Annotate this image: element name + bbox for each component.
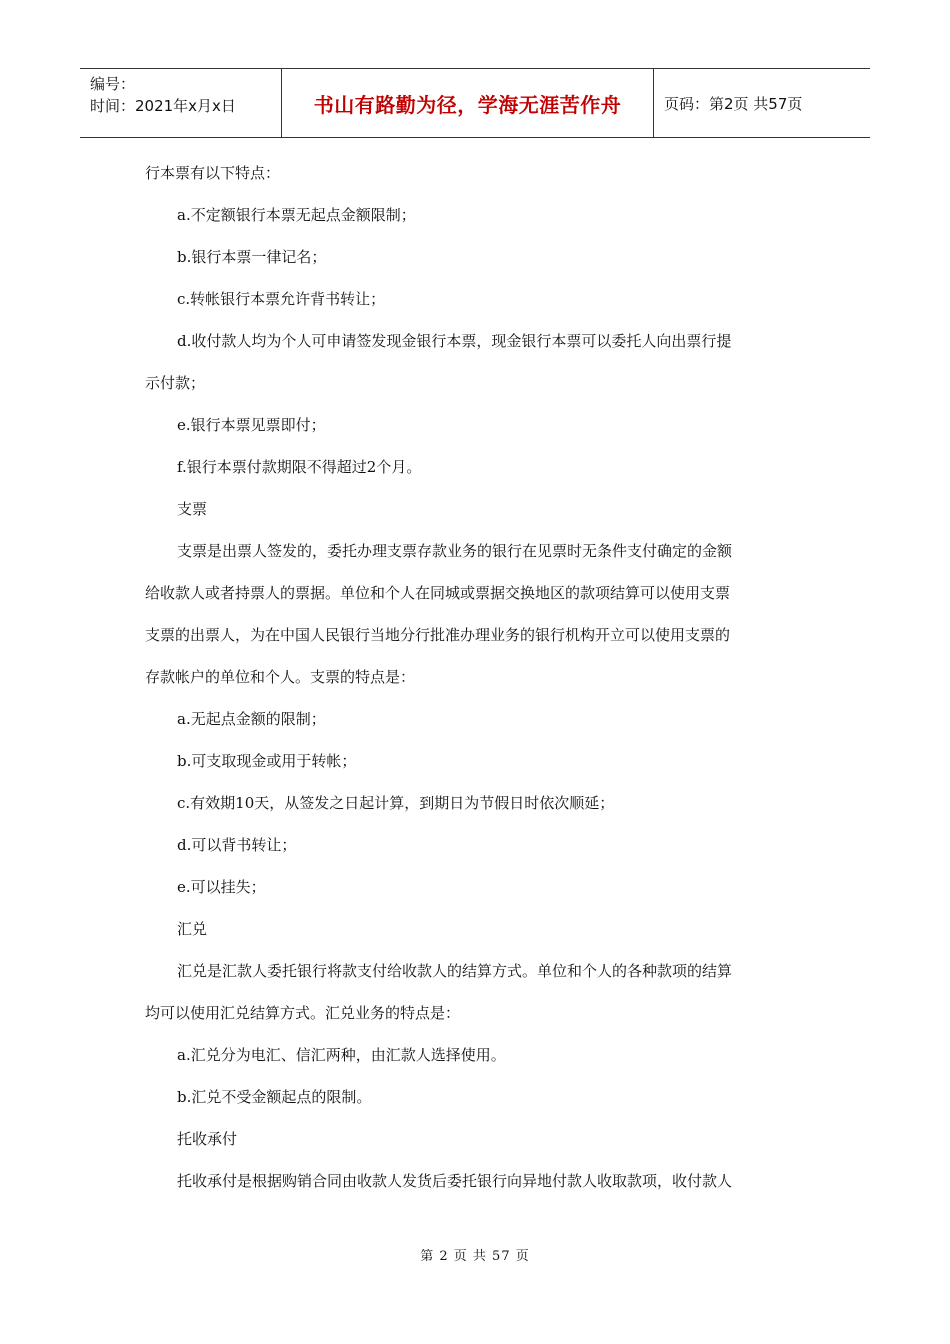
paragraph: 支票的出票人，为在中国人民银行当地分行批准办理业务的银行机构开立可以使用支票的 bbox=[145, 626, 731, 644]
paragraph: 托收承付 bbox=[177, 1130, 238, 1148]
paragraph: a.不定额银行本票无起点金额限制； bbox=[177, 206, 416, 224]
paragraph: 托收承付是根据购销合同由收款人发货后委托银行向异地付款人收取款项，收付款人 bbox=[177, 1172, 733, 1190]
paragraph: e.可以挂失； bbox=[177, 878, 266, 896]
paragraph: f.银行本票付款期限不得超过2个月。 bbox=[177, 458, 422, 476]
paragraph: 存款帐户的单位和个人。支票的特点是： bbox=[145, 668, 416, 686]
paragraph: e.银行本票见票即付； bbox=[177, 416, 326, 434]
header-page-info: 页码：第2页 共57页 bbox=[664, 94, 803, 113]
paragraph: 给收款人或者持票人的票据。单位和个人在同城或票据交换地区的款项结算可以使用支票 bbox=[145, 584, 731, 602]
paragraph: 支票 bbox=[177, 500, 208, 518]
paragraph: c.有效期10天，从签发之日起计算，到期日为节假日时依次顺延； bbox=[177, 794, 615, 812]
paragraph: 示付款； bbox=[145, 374, 206, 392]
paragraph: d.可以背书转让； bbox=[177, 836, 297, 854]
paragraph: 汇兑是汇款人委托银行将款支付给收款人的结算方式。单位和个人的各种款项的结算 bbox=[177, 962, 733, 980]
page-header bbox=[80, 68, 870, 138]
paragraph: b.可支取现金或用于转帐； bbox=[177, 752, 357, 770]
header-motto: 书山有路勤为径，学海无涯苦作舟 bbox=[313, 92, 622, 117]
paragraph: d.收付款人均为个人可申请签发现金银行本票，现金银行本票可以委托人向出票行提 bbox=[177, 332, 732, 350]
paragraph: a.无起点金额的限制； bbox=[177, 710, 326, 728]
header-motto-cell bbox=[282, 69, 654, 137]
paragraph: 支票是出票人签发的，委托办理支票存款业务的银行在见票时无条件支付确定的金额 bbox=[177, 542, 733, 560]
paragraph: a.汇兑分为电汇、信汇两种，由汇款人选择使用。 bbox=[177, 1046, 506, 1064]
header-meta bbox=[80, 69, 282, 137]
paragraph: 行本票有以下特点： bbox=[145, 164, 281, 182]
paragraph: c.转帐银行本票允许背书转让； bbox=[177, 290, 386, 308]
paragraph: b.银行本票一律记名； bbox=[177, 248, 327, 266]
time-label: 时间：2021年x月x日 bbox=[90, 97, 236, 115]
paragraph: b.汇兑不受金额起点的限制。 bbox=[177, 1088, 372, 1106]
number-label: 编号： bbox=[90, 75, 136, 93]
document-body bbox=[145, 152, 815, 1202]
paragraph: 汇兑 bbox=[177, 920, 208, 938]
page-footer: 第 2 页 共 57 页 bbox=[420, 1249, 530, 1264]
paragraph: 均可以使用汇兑结算方式。汇兑业务的特点是： bbox=[145, 1004, 461, 1022]
